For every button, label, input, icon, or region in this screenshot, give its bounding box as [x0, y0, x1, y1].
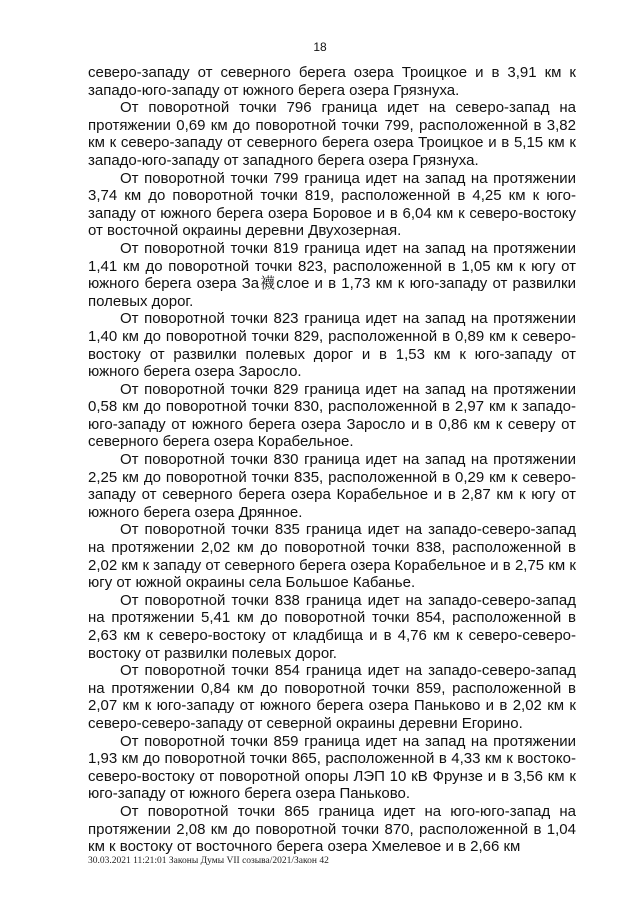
paragraph: От поворотной точки 819 граница идет на запад на протяжении 1,41 км до поворотной точки 823, расположенной в 1,05 км к югу от южного берега озера За襪слое и в 1,73 км к юго-западу от развилки полевых дорог.: [88, 239, 576, 310]
paragraph: От поворотной точки 838 граница идет на западо-северо-запад на протяжении 5,41 км до поворотной точки 854, расположенной в 2,63 км к северо-востоку от кладбища и в 4,76 км к северо-северо-востоку от развилки полевых дорог.: [88, 591, 576, 662]
paragraph: От поворотной точки 823 граница идет на запад на протяжении 1,40 км до поворотной точки 829, расположенной в 0,89 км к северо-востоку от развилки полевых дорог и в 1,53 км к юго-западу от южного берега озера Заросло.: [88, 310, 576, 381]
paragraph: От поворотной точки 830 граница идет на запад на протяжении 2,25 км до поворотной точки 835, расположенной в 0,29 км к северо-западу от северного берега озера Корабельное и в 2,87 км к югу от южного берега озера Дрянное.: [88, 451, 576, 521]
page-number: 18: [313, 40, 327, 54]
paragraph: От поворотной точки 854 граница идет на западо-северо-запад на протяжении 0,84 км до поворотной точки 859, расположенной в 2,07 км к юго-западу от южного берега озера Паньково и в 2,02 км к северо-северо-западу от северной окраины деревни Егорино.: [88, 662, 576, 732]
paragraph: От поворотной точки 796 граница идет на северо-запад на протяжении 0,69 км до поворотной точки 799, расположенной в 3,82 км к северо-западу от северного берега озера Троицкое и в 5,15 км к западо-юго-западу от западного берега озера Грязнуха.: [88, 99, 576, 169]
paragraph: От поворотной точки 835 граница идет на западо-северо-запад на протяжении 2,02 км до поворотной точки 838, расположенной в 2,02 км к западу от северного берега озера Корабельное и в 2,75 км к югу от южной окраины села Большое Кабанье.: [88, 521, 576, 592]
paragraph: От поворотной точки 829 граница идет на запад на протяжении 0,58 км до поворотной точки 830, расположенной в 2,97 км к западо-юго-западу от южного берега озера Заросло и в 0,86 км к северу от северного берега озера Корабельное.: [88, 380, 576, 451]
paragraph: От поворотной точки 799 граница идет на запад на протяжении 3,74 км до поворотной точки 819, расположенной в 4,25 км к юго-западу от южного берега озера Боровое и в 6,04 км к северо-востоку от восточной окраины деревни Двухозерная.: [88, 169, 576, 240]
document-body: [88, 64, 576, 856]
document-footer: 30.03.2021 11:21:01 Законы Думы VII созыва/2021/Закон 42: [88, 856, 329, 866]
paragraph: От поворотной точки 865 граница идет на юго-юго-запад на протяжении 2,08 км до поворотной точки 870, расположенной в 1,04 км к востоку от восточного берега озера Хмелевое и в 2,66 км: [88, 802, 576, 856]
paragraph: северо-западу от северного берега озера Троицкое и в 3,91 км к западо-юго-западу от южного берега озера Грязнуха.: [88, 64, 576, 99]
paragraph: От поворотной точки 859 граница идет на запад на протяжении 1,93 км до поворотной точки 865, расположенной в 4,33 км к востоко-северо-востоку от поворотной опоры ЛЭП 10 кВ Фрунзе и в 3,56 км к юго-западу от южного берега озера Паньково.: [88, 732, 576, 803]
